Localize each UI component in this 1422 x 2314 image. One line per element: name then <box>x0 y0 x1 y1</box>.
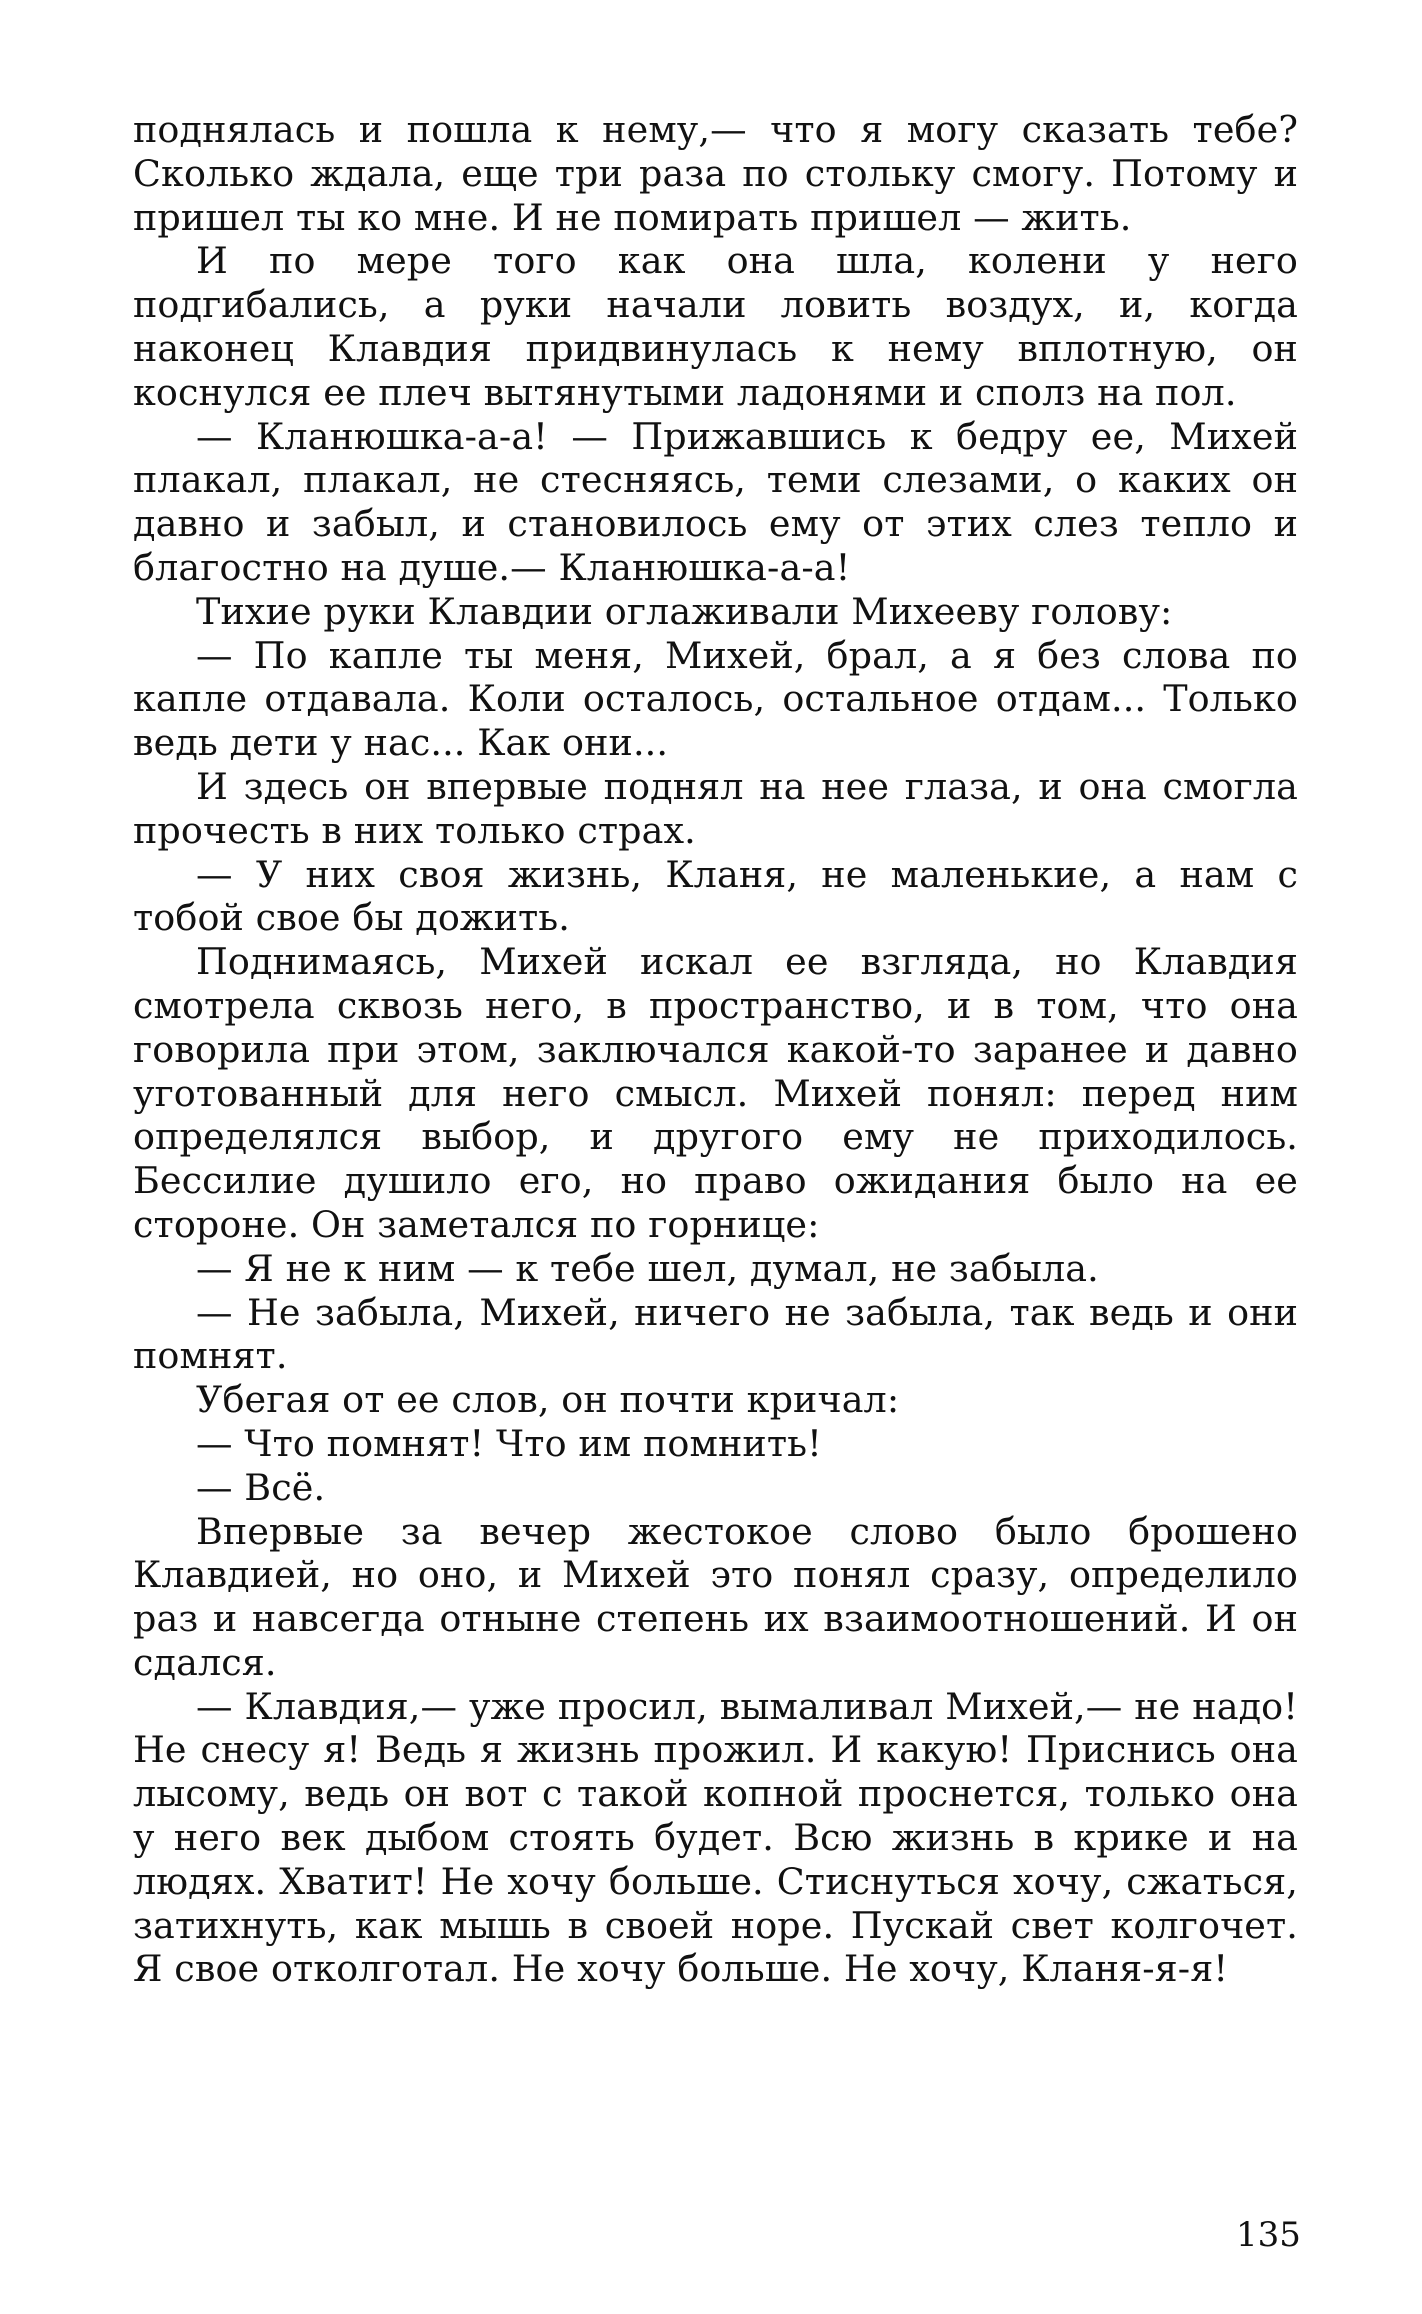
paragraph-10: — Не забыла, Михей, ничего не забыла, так ведь и они помнят. <box>133 1290 1298 1378</box>
paragraph-3: — Кланюшка-а-а! — Прижавшись к бедру ее, Михей плакал, плакал, не стесняясь, теми слезами, о каких он давно и забыл, и становилось ему от этих слез тепло и благостно на душе.— Кланюшка-а-а! <box>133 414 1298 589</box>
paragraph-15: — Клавдия,— уже просил, вымаливал Михей,— не надо! Не снесу я! Ведь я жизнь прожил. И какую! Приснись она лысому, ведь он вот с такой копной проснется, только она у него век дыбом стоять будет. Всю жизнь в крике и на людях. Хватит! Не хочу больше. Стиснуться хочу, сжаться, затихнуть, как мышь в своей норе. Пускай свет колгочет. Я свое отколготал. Не хочу больше. Не хочу, Кланя-я-я! <box>133 1684 1298 1991</box>
paragraph-9: — Я не к ним — к тебе шел, думал, не забыла. <box>196 1246 1099 1290</box>
paragraph-5: — По капле ты меня, Михей, брал, а я без слова по капле отдавала. Коли осталось, остальное отдам... Только ведь дети у нас... Как они... <box>133 633 1298 765</box>
paragraph-1: поднялась и пошла к нему,— что я могу сказать тебе? Сколько ждала, еще три раза по стольку смогу. Потому и пришел ты ко мне. И не помирать пришел — жить. <box>133 108 1298 239</box>
paragraph-12: — Что помнят! Что им помнить! <box>196 1421 822 1465</box>
paragraph-14: Впервые за вечер жестокое слово было брошено Клавдией, но оно, и Михей это понял сразу, определило раз и навсегда отныне степень их взаимоотношений. И он сдался. <box>133 1509 1298 1684</box>
paragraph-6: И здесь он впервые поднял на нее глаза, и она смогла прочесть в них только страх. <box>133 764 1298 852</box>
paragraph-11: Убегая от ее слов, он почти кричал: <box>196 1378 900 1422</box>
paragraph-2: И по мере того как она шла, колени у него подгибались, а руки начали ловить воздух, и, когда наконец Клавдия придвинулась к нему вплотную, он коснулся ее плеч вытянутыми ладонями и сполз на пол. <box>133 239 1298 414</box>
paragraph-4: Тихие руки Клавдии оглаживали Михееву голову: <box>196 589 1173 633</box>
page-number: 135 <box>1236 2215 1301 2255</box>
body-text <box>133 108 1298 1991</box>
paragraph-8: Поднимаясь, Михей искал ее взгляда, но Клавдия смотрела сквозь него, в пространство, и в том, что она говорила при этом, заключался какой-то заранее и давно уготованный для него смысл. Михей понял: перед ним определялся выбор, и другого ему не приходилось. Бессилие душило его, но право ожидания было на ее стороне. Он заметался по горнице: <box>133 940 1298 1246</box>
paragraph-7: — У них своя жизнь, Кланя, не маленькие, а нам с тобой свое бы дожить. <box>133 852 1298 940</box>
paragraph-13: — Всё. <box>196 1465 326 1509</box>
